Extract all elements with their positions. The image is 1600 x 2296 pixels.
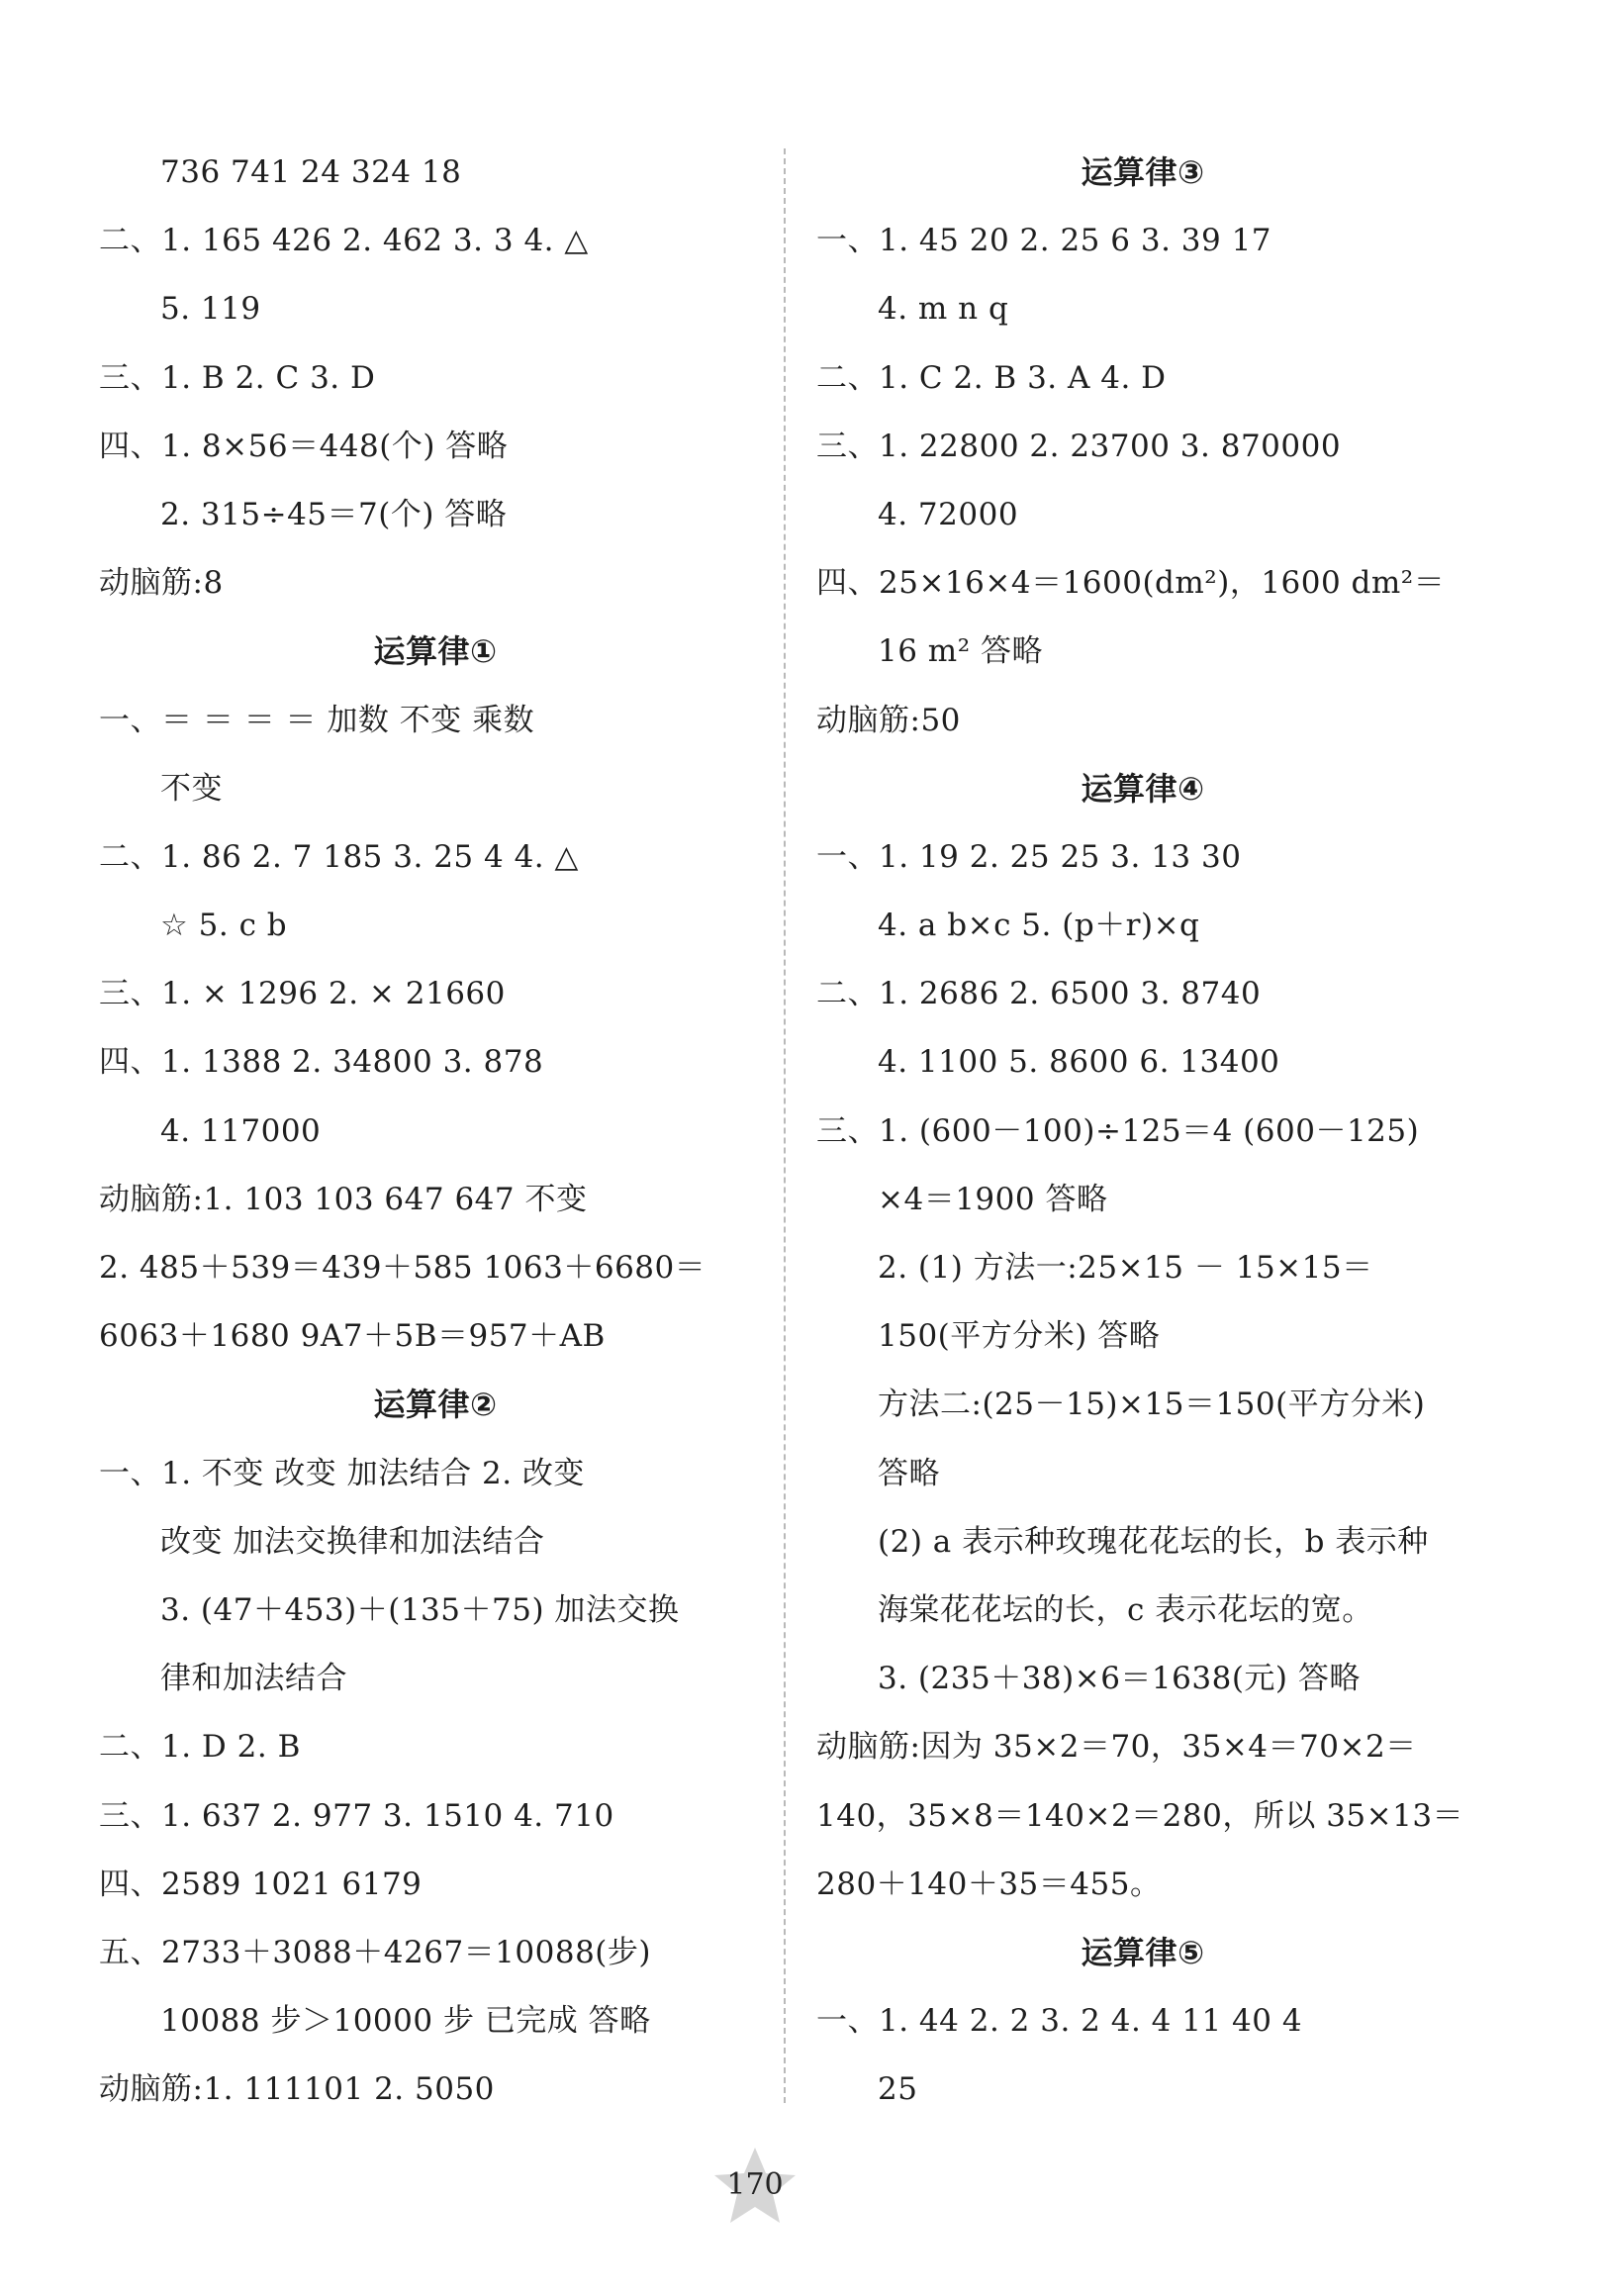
- answer-line: 一、1. 不变 改变 加法结合 2. 改变: [99, 1455, 585, 1491]
- answer-line: 4. 117000: [160, 1112, 322, 1149]
- section-heading: 运算律⑤: [1081, 1933, 1205, 1971]
- answer-line: 一、1. 44 2. 2 3. 2 4. 4 11 40 4: [816, 2003, 1303, 2040]
- answer-line: 二、1. 2686 2. 6500 3. 8740: [816, 976, 1262, 1012]
- answer-line: 3. (47＋453)＋(135＋75) 加法交换: [160, 1591, 680, 1628]
- answer-line: 动脑筋:1. 111101 2. 5050: [99, 2071, 495, 2108]
- answer-line: 2. (1) 方法一:25×15 － 15×15＝: [878, 1250, 1373, 1286]
- answer-line: 2. 485＋539＝439＋585 1063＋6680＝: [99, 1250, 706, 1286]
- answer-line: 二、1. 86 2. 7 185 3. 25 4 4. △: [99, 838, 579, 875]
- answer-line: 动脑筋:50: [816, 702, 961, 738]
- answer-line: ☆ 5. c b: [160, 908, 288, 944]
- answer-line: 4. a b×c 5. (p＋r)×q: [878, 908, 1200, 944]
- section-heading: 运算律①: [373, 632, 498, 671]
- answer-line: ×4＝1900 答略: [878, 1181, 1108, 1217]
- answer-line: 三、1. (600－100)÷125＝4 (600－125): [816, 1112, 1420, 1149]
- section-heading: 运算律②: [373, 1386, 498, 1424]
- answer-line: 4. 72000: [878, 496, 1019, 532]
- answer-line: 动脑筋:8: [99, 565, 224, 602]
- answer-line: 三、1. B 2. C 3. D: [99, 359, 376, 396]
- answer-line: 动脑筋:1. 103 103 647 647 不变: [99, 1181, 588, 1217]
- answer-line: 方法二:(25－15)×15＝150(平方分米): [878, 1387, 1426, 1423]
- answer-line: 4. m n q: [878, 291, 1009, 328]
- answer-line: 280＋140＋35＝455。: [816, 1866, 1162, 1902]
- answer-line: 4. 1100 5. 8600 6. 13400: [878, 1044, 1280, 1081]
- page-number: 170: [726, 2167, 784, 2202]
- answer-line: 四、2589 1021 6179: [99, 1866, 423, 1902]
- answer-line: 四、1. 8×56＝448(个) 答略: [99, 428, 509, 464]
- answer-line: 二、1. C 2. B 3. A 4. D: [816, 359, 1167, 396]
- answer-line: (2) a 表示种玫瑰花花坛的长，b 表示种: [878, 1523, 1429, 1560]
- answer-line: 736 741 24 324 18: [160, 154, 462, 190]
- answer-line: 一、1. 45 20 2. 25 6 3. 39 17: [816, 223, 1272, 259]
- answer-line: 16 m² 答略: [878, 633, 1043, 670]
- answer-line: 3. (235＋38)×6＝1638(元) 答略: [878, 1661, 1361, 1697]
- answer-line: 四、1. 1388 2. 34800 3. 878: [99, 1044, 544, 1081]
- page-number-badge: [710, 2146, 800, 2225]
- answer-line: 10088 步＞10000 步 已完成 答略: [160, 2003, 651, 2040]
- answer-line: 140，35×8＝140×2＝280，所以 35×13＝: [816, 1797, 1464, 1834]
- answer-line: 150(平方分米) 答略: [878, 1318, 1161, 1355]
- answer-line: 改变 加法交换律和加法结合: [160, 1523, 545, 1560]
- answer-line: 三、1. 637 2. 977 3. 1510 4. 710: [99, 1797, 614, 1834]
- answer-line: 三、1. × 1296 2. × 21660: [99, 976, 506, 1012]
- answer-line: 一、1. 19 2. 25 25 3. 13 30: [816, 838, 1242, 875]
- right-column: [816, 139, 1469, 2124]
- answer-line: 动脑筋:因为 35×2＝70，35×4＝70×2＝: [816, 1729, 1417, 1766]
- answer-line: 海棠花花坛的长，c 表示花坛的宽。: [878, 1591, 1373, 1628]
- answer-line: 25: [878, 2071, 918, 2108]
- answer-line: 三、1. 22800 2. 23700 3. 870000: [816, 428, 1342, 464]
- answer-line: 五、2733＋3088＋4267＝10088(步): [99, 1934, 651, 1970]
- section-heading: 运算律④: [1081, 769, 1205, 808]
- answer-line: 2. 315÷45＝7(个) 答略: [160, 496, 508, 532]
- answer-line: 四、25×16×4＝1600(dm²)，1600 dm²＝: [816, 565, 1446, 602]
- answer-line: 二、1. D 2. B: [99, 1729, 301, 1766]
- answer-line: 不变: [160, 770, 223, 807]
- section-heading: 运算律③: [1081, 153, 1205, 191]
- answer-line: 答略: [878, 1455, 940, 1491]
- left-column: [99, 139, 772, 2124]
- answer-line: 二、1. 165 426 2. 462 3. 3 4. △: [99, 223, 589, 259]
- answer-line: 律和加法结合: [160, 1661, 347, 1697]
- answer-line: 一、＝ ＝ ＝ ＝ 加数 不变 乘数: [99, 702, 535, 738]
- answer-line: 6063＋1680 9A7＋5B＝957＋AB: [99, 1318, 606, 1355]
- column-divider: [784, 148, 786, 2103]
- answer-line: 5. 119: [160, 291, 261, 328]
